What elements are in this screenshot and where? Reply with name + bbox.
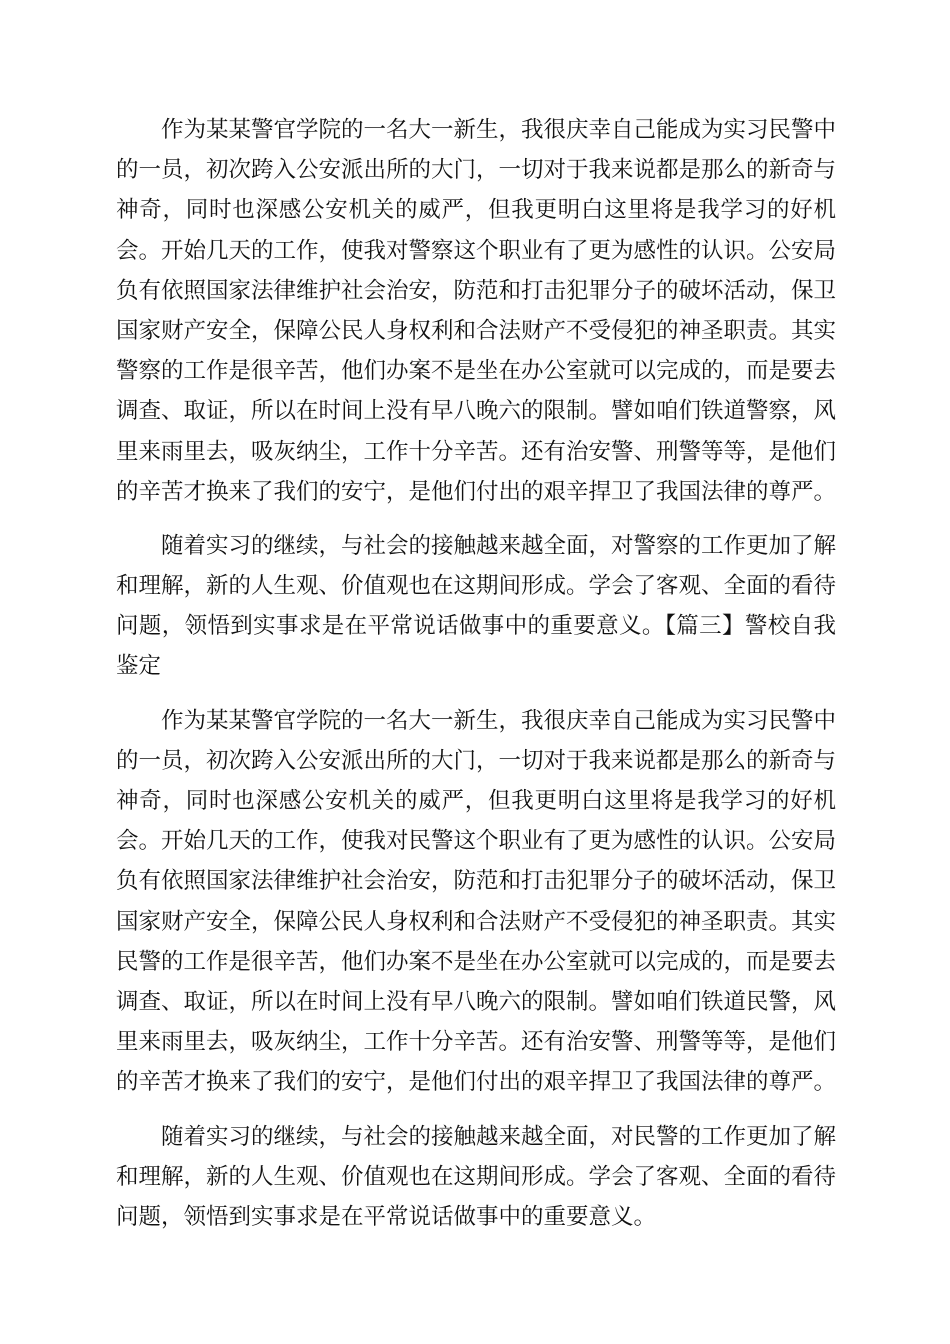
- paragraph-gap: [116, 1103, 836, 1117]
- paragraph-line: 的辛苦才换来了我们的安宁，是他们付出的艰辛捍卫了我国法律的尊严。: [116, 478, 837, 505]
- paragraph-line: 鉴定: [116, 653, 162, 680]
- paragraph-line: 国家财产安全，保障公民人身权利和合法财产不受侵犯的神圣职责。其实: [116, 908, 837, 935]
- paragraph-line: 神奇，同时也深感公安机关的威严，但我更明白这里将是我学习的好机: [116, 197, 836, 224]
- paragraph-line: 里来雨里去，吸灰纳尘，工作十分辛苦。还有治安警、刑警等等，是他们: [116, 1029, 837, 1056]
- paragraph-line: 民警的工作是很辛苦，他们办案不是坐在办公室就可以完成的，而是要去: [116, 948, 837, 975]
- paragraph-line: 负有依照国家法律维护社会治安，防范和打击犯罪分子的破坏活动，保卫: [116, 277, 837, 304]
- paragraph-line: 作为某某警官学院的一名大一新生，我很庆幸自己能成为实习民警中: [161, 117, 837, 143]
- paragraph-line: 调查、取证，所以在时间上没有早八晚六的限制。譬如咱们铁道民警，风: [116, 988, 837, 1015]
- paragraph-line: 国家财产安全，保障公民人身权利和合法财产不受侵犯的神圣职责。其实: [116, 317, 837, 344]
- paragraph-line: 的辛苦才换来了我们的安宁，是他们付出的艰辛捍卫了我国法律的尊严。: [116, 1069, 837, 1096]
- paragraph-line: 随着实习的继续，与社会的接触越来越全面，对警察的工作更加了解: [161, 532, 837, 559]
- paragraph-line: 会。开始几天的工作，使我对民警这个职业有了更为感性的认识。公安局: [116, 828, 837, 855]
- paragraph-4: [116, 1117, 836, 1238]
- paragraph-line: 问题，领悟到实事求是在平常说话做事中的重要意义。: [116, 1203, 657, 1230]
- paragraph-line: 随着实习的继续，与社会的接触越来越全面，对民警的工作更加了解: [161, 1123, 837, 1150]
- paragraph-line: 里来雨里去，吸灰纳尘，工作十分辛苦。还有治安警、刑警等等，是他们: [116, 438, 837, 465]
- paragraph-line: 警察的工作是很辛苦，他们办案不是坐在办公室就可以完成的，而是要去: [116, 358, 837, 385]
- paragraph-1: [116, 110, 836, 512]
- paragraph-line: 的一员，初次跨入公安派出所的大门，一切对于我来说都是那么的新奇与: [116, 157, 837, 184]
- paragraph-line: 问题，领悟到实事求是在平常说话做事中的重要意义。【篇三】警校自我: [116, 613, 836, 640]
- paragraph-line: 和理解，新的人生观、价值观也在这期间形成。学会了客观、全面的看待: [116, 1163, 837, 1190]
- paragraph-line: 的一员，初次跨入公安派出所的大门，一切对于我来说都是那么的新奇与: [116, 747, 837, 774]
- document-page: [116, 110, 836, 1237]
- paragraph-gap: [116, 512, 836, 526]
- paragraph-2: [116, 526, 836, 687]
- paragraph-line: 调查、取证，所以在时间上没有早八晚六的限制。譬如咱们铁道警察，风: [116, 398, 837, 425]
- paragraph-line: 神奇，同时也深感公安机关的威严，但我更明白这里将是我学习的好机: [116, 788, 836, 814]
- paragraph-gap: [116, 687, 836, 701]
- paragraph-line: 和理解，新的人生观、价值观也在这期间形成。学会了客观、全面的看待: [116, 573, 837, 600]
- paragraph-line: 会。开始几天的工作，使我对警察这个职业有了更为感性的认识。公安局: [116, 237, 837, 264]
- paragraph-line: 负有依照国家法律维护社会治安，防范和打击犯罪分子的破坏活动，保卫: [116, 868, 837, 895]
- paragraph-3: [116, 701, 836, 1103]
- paragraph-line: 作为某某警官学院的一名大一新生，我很庆幸自己能成为实习民警中: [161, 707, 837, 734]
